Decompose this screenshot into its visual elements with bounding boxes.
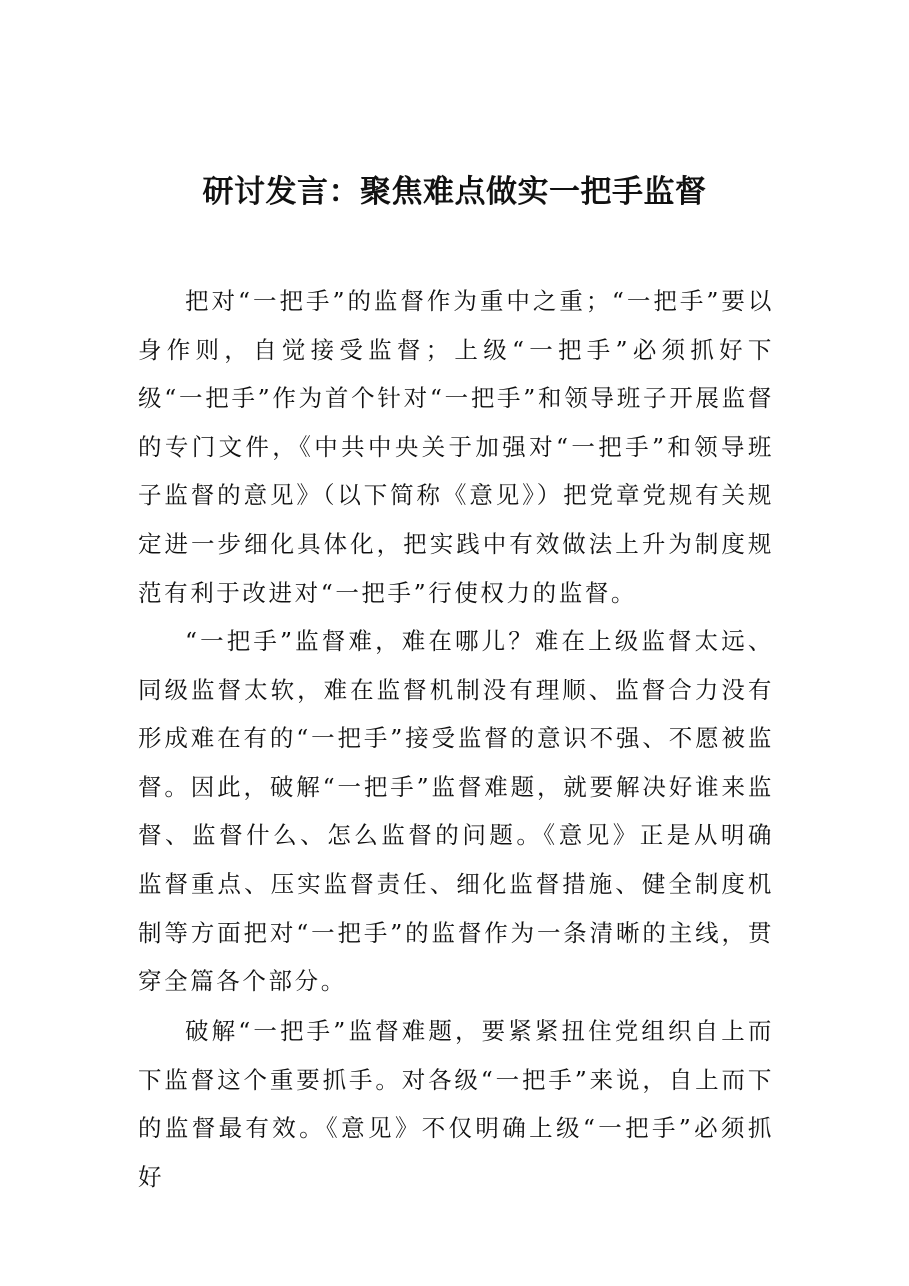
paragraph-1: 把对“一把手”的监督作为重中之重；“一把手”要以身作则，自觉接受监督；上级“一把手”必须抓好下级“一把手”作为首个针对“一把手”和领导班子开展监督的专门文件，《中共中央关于加强对“一把手”和领导班子监督的意见》（以下简称《意见》）把党章党规有关规定进一步细化具体化，把实践中有效做法上升为制度规范有利于改进对“一把手”行使权力的监督。: [138, 287, 774, 607]
document-title: 研讨发言：聚焦难点做实一把手监督: [202, 173, 707, 210]
paragraph-2: “一把手”监督难，难在哪儿？难在上级监督太远、同级监督太软，难在监督机制没有理顺、监督合力没有形成难在有的“一把手”接受监督的意识不强、不愿被监督。因此，破解“一把手”监督难题，就要解决好谁来监督、监督什么、怎么监督的问题。《意见》正是从明确监督重点、压实监督责任、细化监督措施、健全制度机制等方面把对“一把手”的监督作为一条清晰的主线，贯穿全篇各个部分。: [138, 627, 774, 996]
paragraph-3: 破解“一把手”监督难题，要紧紧扭住党组织自上而下监督这个重要抓手。对各级“一把手”来说，自上而下的监督最有效。《意见》不仅明确上级“一把手”必须抓好: [138, 1017, 774, 1191]
